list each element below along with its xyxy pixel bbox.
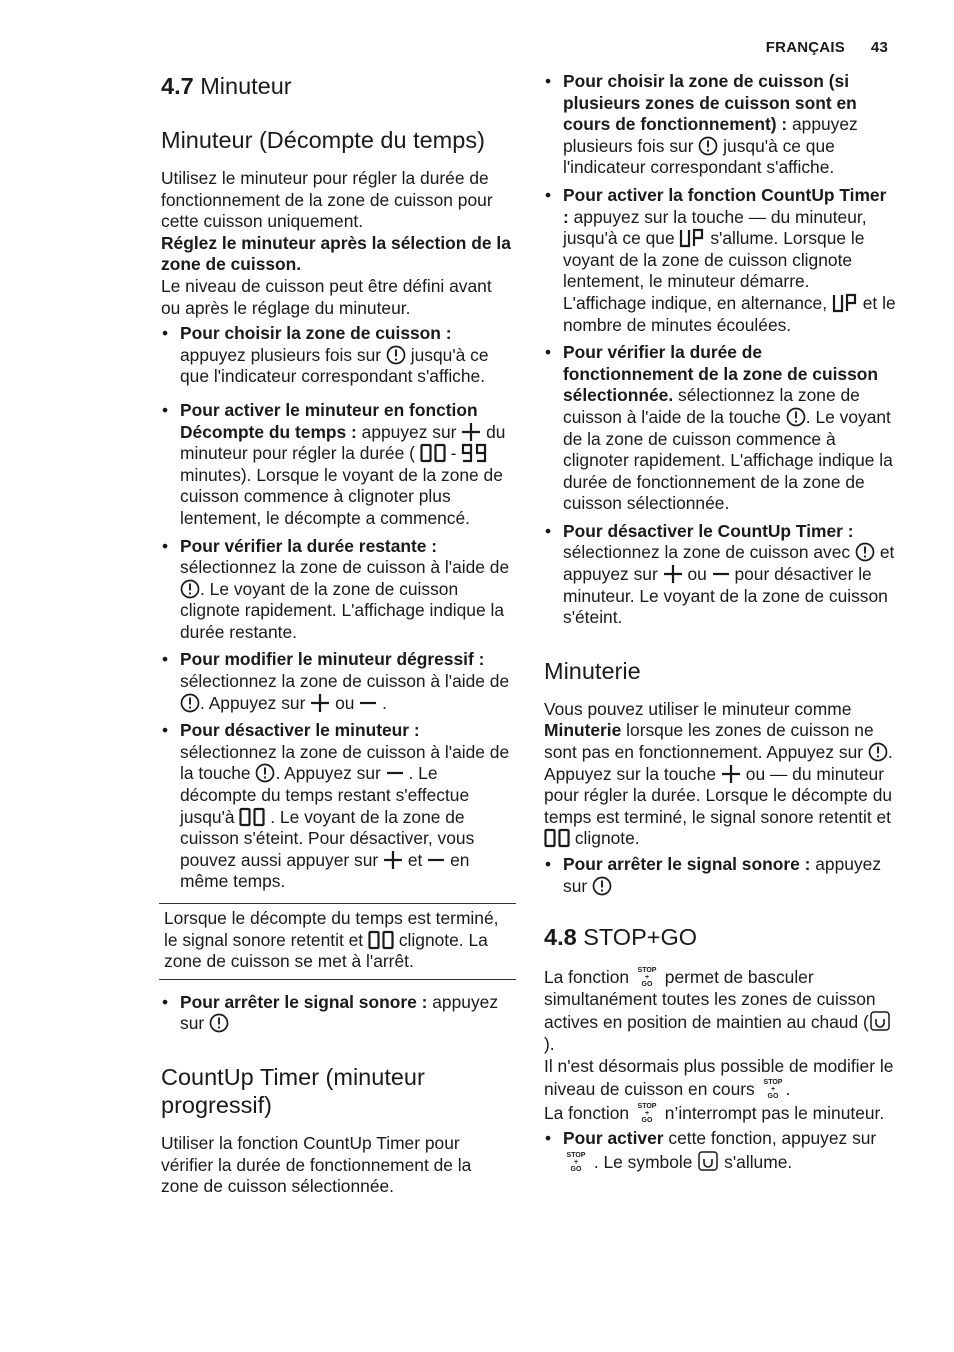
body-text: ou — du minuteur pour régler la durée. Lorsque le décompte du temps est terminé, le signal sonore retentit et <box>544 763 893 827</box>
stopgo-list <box>544 1128 896 1173</box>
list-item <box>544 521 896 629</box>
list-item <box>161 323 513 388</box>
display-00-icon <box>420 443 446 463</box>
intro-bold: Réglez le minuteur après la sélection de la zone de cuisson. <box>161 232 511 275</box>
bold-text: Pour modifier le minuteur dégressif : <box>180 649 485 670</box>
note-text <box>164 908 516 973</box>
body-text: sélectionnez la zone de cuisson avec <box>563 542 851 563</box>
body-text: ). <box>544 1033 555 1054</box>
body-text: La fonction <box>544 1102 630 1123</box>
body-text: Lorsque le décompte du temps est terminé, le signal sonore retentit et <box>164 908 499 950</box>
list-item <box>544 342 896 515</box>
list-item <box>161 720 513 893</box>
svg-text:GO: GO <box>767 1093 779 1100</box>
svg-text:STOP: STOP <box>637 1102 657 1110</box>
svg-text:+: + <box>644 1109 649 1117</box>
display-00-icon <box>544 828 570 848</box>
bold-text: Pour désactiver le CountUp Timer : <box>563 520 854 541</box>
body-text: et <box>407 849 423 870</box>
svg-text:GO: GO <box>641 981 653 988</box>
body-text: . Appuyez sur <box>275 763 381 784</box>
svg-text:STOP: STOP <box>566 1151 586 1159</box>
body-text: appuyez sur <box>563 854 882 896</box>
section-number: 4.7 <box>161 73 194 99</box>
timer-icon <box>592 876 612 896</box>
body-text: Il n'est désormais plus possible de modifier le niveau de cuisson en cours <box>544 1055 894 1100</box>
body-text: . Appuyez sur <box>200 692 306 713</box>
list-item <box>544 185 896 336</box>
timer-icon <box>386 345 406 365</box>
minus-icon <box>427 850 445 870</box>
intro-paragraph <box>161 168 513 319</box>
timer-icon <box>180 693 200 713</box>
bold-text: Pour choisir la zone de cuisson (si plusieurs zones de cuisson sont en cours de fonctionnement) : <box>563 71 857 135</box>
body-text: - <box>450 443 457 464</box>
svg-text:STOP: STOP <box>637 967 657 975</box>
plus-icon <box>310 693 330 713</box>
body-text: jusqu'à ce que l'indicateur correspondant s'affiche. <box>180 344 489 387</box>
section-title: STOP+GO <box>583 924 698 951</box>
subheading-countup: CountUp Timer (minuteur progressif) <box>161 1063 425 1118</box>
body-text: . <box>785 1079 791 1100</box>
stop-go-icon <box>634 965 660 987</box>
timer-icon <box>180 579 200 599</box>
note-box <box>159 903 516 980</box>
right-column <box>544 71 896 1174</box>
body-text: . <box>382 692 387 713</box>
keep-warm-icon <box>869 1010 891 1032</box>
body-text: et appuyez sur <box>563 542 895 585</box>
page-header <box>766 39 888 56</box>
plus-icon <box>663 564 683 584</box>
body-text: sélectionnez la zone de cuisson à l'aide de la touche <box>180 741 510 784</box>
svg-text:GO: GO <box>641 1116 653 1123</box>
body-text: La fonction <box>544 967 630 988</box>
svg-text:GO: GO <box>570 1165 582 1172</box>
display-up-icon <box>679 228 705 248</box>
timer-icon <box>855 542 875 562</box>
minus-icon <box>712 564 730 584</box>
timer-icon <box>868 742 888 762</box>
bold-text: Pour arrêter le signal sonore : <box>563 854 811 874</box>
bold-text: Pour vérifier la durée de fonctionnement de la zone de cuisson sélectionnée. <box>563 342 879 406</box>
bold-text: Pour choisir la zone de cuisson : <box>180 323 452 344</box>
page-number: 43 <box>870 39 888 56</box>
countup-intro: Utiliser la fonction CountUp Timer pour vérifier la durée de fonctionnement de la zone de cuisson sélectionnée. <box>161 1132 472 1197</box>
section-title: Minuteur <box>200 73 292 99</box>
body-text: du minuteur pour régler la durée ( <box>180 421 506 464</box>
list-item <box>161 992 513 1035</box>
minus-icon <box>359 693 377 713</box>
svg-text:+: + <box>573 1158 579 1166</box>
body-text: n’interrompt pas le minuteur. <box>664 1102 885 1123</box>
list-item <box>161 536 513 644</box>
svg-text:+: + <box>644 974 649 982</box>
body-text: . Le voyant de la zone de cuisson commence à clignoter rapidement. L'affichage indique la durée de fonctionnement de la zone de cuisson sélectionnée. <box>563 406 893 514</box>
list-item <box>544 854 896 897</box>
minuterie-paragraph <box>544 699 896 850</box>
bold-text: Pour activer la fonction CountUp Timer : <box>563 184 887 227</box>
body-text: et le nombre de minutes écoulées. <box>563 292 896 335</box>
list-item <box>161 649 513 714</box>
bold-text: Pour activer <box>563 1128 664 1149</box>
body-text: ou <box>687 564 707 585</box>
body-text: . Le voyant de la zone de cuisson s'éteint. Pour désactiver, vous pouvez aussi appuyer sur <box>180 806 475 870</box>
display-up-icon <box>832 293 858 313</box>
section-heading-4-8 <box>544 923 896 951</box>
keep-warm-icon <box>697 1150 719 1172</box>
stop-go-icon <box>634 1101 660 1123</box>
header-language: FRANÇAIS <box>765 39 845 56</box>
display-00-icon <box>239 807 265 827</box>
list-item <box>544 1128 896 1173</box>
body-text: en même temps. <box>180 849 470 892</box>
body-text: jusqu'à ce que l'indicateur correspondant s'affiche. <box>563 135 835 178</box>
body-text: clignote. La zone de cuisson se met à l'arrêt. <box>164 929 488 972</box>
timer-icon <box>209 1013 229 1033</box>
left-column <box>161 66 513 1198</box>
section-heading-4-7 <box>161 72 513 100</box>
svg-text:+: + <box>770 1086 775 1094</box>
body-text: lorsque les zones de cuisson ne sont pas en fonctionnement. Appuyez sur <box>544 720 874 763</box>
intro-text-2: Le niveau de cuisson peut être défini avant ou après le réglage du minuteur. <box>161 275 492 318</box>
subheading-countdown: Minuteur (Décompte du temps) <box>161 127 485 153</box>
body-text: . Le voyant de la zone de cuisson clignote rapidement. L'affichage indique la durée restante. <box>180 578 504 642</box>
body-text: clignote. <box>574 828 640 849</box>
body-text: appuyez plusieurs fois sur <box>180 344 382 365</box>
body-text: sélectionnez la zone de cuisson à l'aide de <box>180 671 510 692</box>
section-number: 4.8 <box>544 924 577 951</box>
bold-text: Pour activer le minuteur en fonction Décompte du temps : <box>180 399 478 442</box>
svg-text:STOP: STOP <box>763 1079 783 1087</box>
countup-list <box>544 71 896 629</box>
plus-icon <box>721 764 741 784</box>
body-text: sélectionnez la zone de cuisson à l'aide de la touche <box>563 385 860 427</box>
minuterie-list <box>544 854 896 897</box>
countdown-list <box>161 323 513 893</box>
display-99-icon <box>461 443 487 463</box>
body-text: permet de basculer simultanément toutes les zones de cuisson actives en position de maintien au chaud ( <box>544 967 876 1033</box>
plus-icon <box>461 422 481 442</box>
body-text: minutes). Lorsque le voyant de la zone de cuisson commence à clignoter plus lentement, le décompte a commencé. <box>180 464 503 528</box>
body-text: appuyez sur <box>361 421 457 442</box>
body-text: Vous pouvez utiliser le minuteur comme <box>544 698 852 719</box>
bold-text: Pour vérifier la durée restante : <box>180 535 438 556</box>
intro-text: Utilisez le minuteur pour régler la durée de fonctionnement de la zone de cuisson pour cette cuisson uniquement. <box>161 168 493 232</box>
body-text: . Le symbole <box>593 1151 693 1172</box>
body-text: cette fonction, appuyez sur <box>668 1128 877 1149</box>
bold-text: Pour désactiver le minuteur : <box>180 720 420 741</box>
timer-icon <box>786 407 806 427</box>
body-text: s'allume. <box>724 1151 793 1172</box>
list-item <box>544 71 896 179</box>
minus-icon <box>386 763 404 783</box>
body-text: appuyez sur <box>180 991 499 1034</box>
body-text: sélectionnez la zone de cuisson à l'aide de <box>180 557 510 578</box>
stop-go-icon <box>563 1150 589 1172</box>
body-text: . Le décompte du temps restant s'effectue jusqu'à <box>180 763 470 827</box>
body-text: pour désactiver le minuteur. Le voyant de la zone de cuisson s'éteint. <box>563 564 888 628</box>
bold-text: Pour arrêter le signal sonore : <box>180 991 428 1012</box>
timer-icon <box>255 763 275 783</box>
body-text: appuyez sur la touche — du minuteur, jusqu'à ce que <box>563 206 867 249</box>
subheading-minuterie: Minuterie <box>544 657 641 684</box>
stop-signal-list <box>161 992 513 1035</box>
plus-icon <box>383 850 403 870</box>
stopgo-paragraph <box>544 965 896 1124</box>
display-00-icon <box>368 930 394 950</box>
stop-go-icon <box>760 1077 786 1099</box>
body-text: . Appuyez sur la touche <box>544 742 893 784</box>
body-text: appuyez plusieurs fois sur <box>563 114 858 156</box>
list-item <box>161 400 513 530</box>
bold-text: Minuterie <box>544 720 622 741</box>
timer-icon <box>698 136 718 156</box>
body-text: ou <box>335 692 355 713</box>
body-text: s'allume. Lorsque le voyant de la zone de cuisson clignote lentement, le minuteur démarre. L'affichage indique, en alternance, <box>563 228 865 313</box>
